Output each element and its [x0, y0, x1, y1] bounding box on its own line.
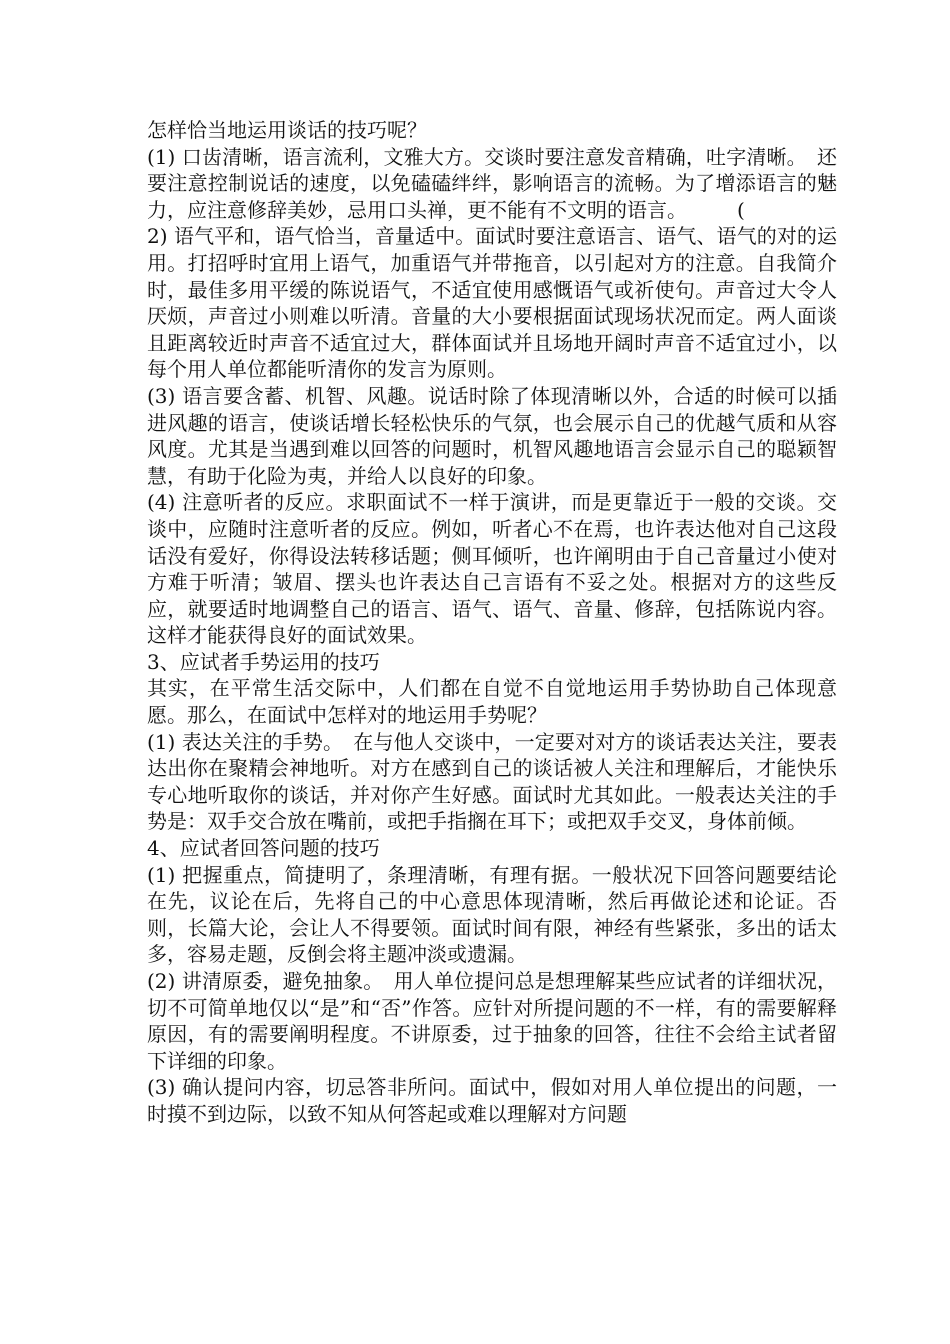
- section-heading-answering: 4、应试者回答问题的技巧: [147, 836, 380, 861]
- paragraph-confirm-question: (3) 确认提问内容，切忌答非所问。面试中，假如对用人单位提出的问题，一时摸不到边际，以致不知从何答起或难以理解对方问题: [147, 1075, 837, 1126]
- paragraph-tone-volume: 2) 语气平和，语气恰当，音量适中。面试时要注意语言、语气、语气的对的运用。打招呼时宜用上语气，加重语气并带拖音，以引起对方的注意。自我简介时，最佳多用平缓的陈说语气，不适宜使用感慨语气或祈使句。声音过大令人厌烦，声音过小则难以听清。音量的大小要根据面试现场状况而定。两人面谈且距离较近时声音不适宜过大，群体面试并且场地开阔时声音不适宜过小，以每个用人单位都能听清你的发言为原则。: [147, 224, 837, 382]
- paragraph-attention-gesture: (1) 表达关注的手势。 在与他人交谈中，一定要对对方的谈话表达关注，要表达出你在聚精会神地听。对方在感到自己的谈话被人关注和理解后，才能快乐专心地听取你的谈话，并对你产生好感。面试时尤其如此。一般表达关注的手势是：双手交合放在嘴前，或把手指搁在耳下；或把双手交叉，身体前倾。: [147, 729, 837, 834]
- paragraph-listener-reaction: (4) 注意听者的反应。求职面试不一样于演讲，而是更靠近于一般的交谈。交谈中，应随时注意听者的反应。例如，听者心不在焉，也许表达他对自己这段话没有爱好，你得设法转移话题；侧耳倾听，也许阐明由于自己音量过小使对方难于听清；皱眉、摆头也许表达自己言语有不妥之处。根据对方的这些反应，就要适时地调整自己的语言、语气、语气、音量、修辞，包括陈说内容。这样才能获得良好的面试效果。: [147, 490, 837, 648]
- paragraph-gestures-intro: 其实，在平常生活交际中，人们都在自觉不自觉地运用手势协助自己体现意愿。那么，在面试中怎样对的地运用手势呢？: [147, 676, 837, 728]
- question-heading: 怎样恰当地运用谈话的技巧呢？: [147, 118, 427, 142]
- paragraph-key-points: (1) 把握重点，简捷明了，条理清晰，有理有据。一般状况下回答问题要结论在先，议论在后，先将自己的中心意思体现清晰，然后再做论述和论证。否则，长篇大论，会让人不得要领。面试时间有限，神经有些紧张，多出的话太多，容易走题，反倒会将主题冲淡或遗漏。: [147, 862, 837, 967]
- document-body: [147, 117, 837, 1128]
- section-heading-gestures: 3、应试者手势运用的技巧: [147, 649, 380, 674]
- paragraph-humor: (3) 语言要含蓄、机智、风趣。说话时除了体现清晰以外，合适的时候可以插进风趣的语言，使谈话增长轻松快乐的气氛，也会展示自己的优越气质和从容风度。尤其是当遇到难以回答的问题时，机智风趣地语言会显示自己的聪颖智慧，有助于化险为夷，并给人以良好的印象。: [147, 383, 837, 488]
- paragraph-explain-details: (2) 讲清原委，避免抽象。 用人单位提问总是想理解某些应试者的详细状况，切不可简单地仅以“是”和“否”作答。应针对所提问题的不一样，有的需要解释原因，有的需要阐明程度。不讲原委，过于抽象的回答，往往不会给主试者留下详细的印象。: [147, 969, 837, 1073]
- paragraph-articulation: (1) 口齿清晰，语言流利，文雅大方。交谈时要注意发音精确，吐字清晰。 还要注意控制说话的速度，以免磕磕绊绊，影响语言的流畅。为了增添语言的魅力，应注意修辞美妙，忌用口头禅，更不能有不文明的语言。 (: [147, 144, 837, 222]
